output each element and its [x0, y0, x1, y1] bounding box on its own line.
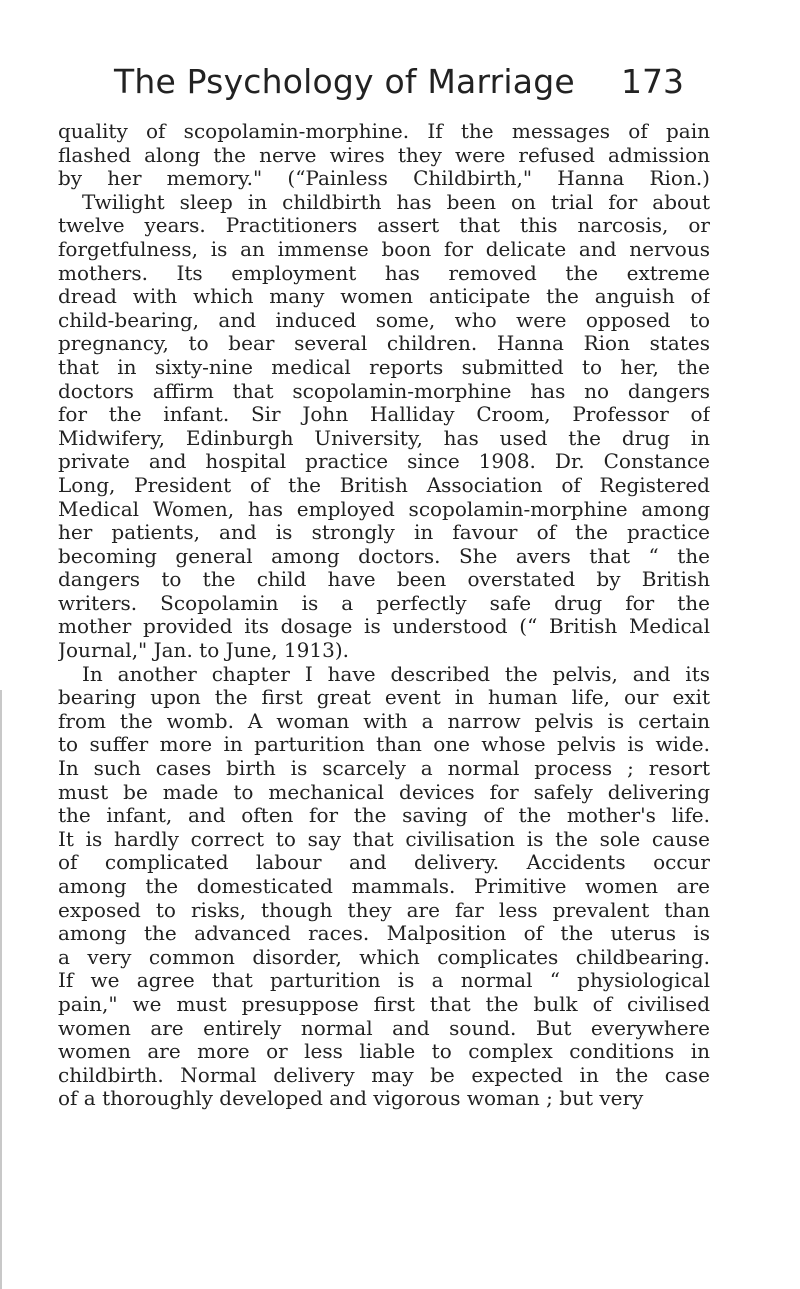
text-line: dangers to the child have been overstated by British [58, 568, 710, 592]
text-line: women are entirely normal and sound. But everywhere [58, 1016, 710, 1040]
text-line: becoming general among doctors. She avers that “ the [58, 544, 710, 568]
text-line: among the advanced races. Malposition of the uterus is [58, 922, 710, 946]
text-line: flashed along the nerve wires they were refused admission [58, 143, 710, 167]
text-line: pain," we must presuppose first that the bulk of civilised [58, 992, 710, 1016]
text-line: It is hardly correct to say that civilisation is the sole cause [58, 827, 710, 851]
text-line: a very common disorder, which complicates childbearing. [58, 945, 710, 969]
running-head [114, 62, 684, 101]
text-line: In such cases birth is scarcely a normal process ; resort [58, 757, 710, 781]
text-line: by her memory." (“Painless Childbirth," Hanna Rion.) [58, 167, 710, 191]
text-line: pregnancy, to bear several children. Hanna Rion states [58, 332, 710, 356]
text-line: of a thoroughly developed and vigorous woman ; but very [58, 1087, 644, 1111]
text-line: child-bearing, and induced some, who were opposed to [58, 308, 710, 332]
page-number: 173 [621, 62, 684, 101]
text-line: her patients, and is strongly in favour of the practice [58, 521, 710, 545]
text-line: of complicated labour and delivery. Accidents occur [58, 851, 710, 875]
text-line: among the domesticated mammals. Primitive women are [58, 875, 710, 898]
text-line: bearing upon the first great event in human life, our exit [58, 686, 710, 710]
text-line: to suffer more in parturition than one whose pelvis is wide. [58, 733, 710, 757]
scan-edge-shadow [0, 690, 2, 1289]
text-line: mothers. Its employment has removed the extreme [58, 261, 710, 285]
running-title: The Psychology of Marriage [114, 62, 575, 101]
text-line: quality of scopolamin-morphine. If the messages of pain [58, 120, 710, 143]
text-line: from the womb. A woman with a narrow pelvis is certain [58, 709, 710, 733]
text-line: Journal," Jan. to June, 1913). [58, 639, 349, 663]
text-line: Midwifery, Edinburgh University, has used the drug in [58, 426, 710, 450]
text-line: for the infant. Sir John Halliday Croom, Professor of [58, 403, 710, 427]
text-line: exposed to risks, though they are far less prevalent than [58, 898, 710, 922]
text-line: that in sixty-nine medical reports submitted to her, the [58, 355, 710, 379]
text-line: Medical Women, has employed scopolamin-morphine among [58, 497, 710, 521]
text-line: Twilight sleep in childbirth has been on trial for about [82, 190, 710, 214]
text-line: forgetfulness, is an immense boon for delicate and nervous [58, 237, 710, 261]
text-line: In another chapter I have described the pelvis, and its [82, 662, 710, 686]
text-line: mother provided its dosage is understood (“ British Medical [58, 615, 710, 639]
text-line: If we agree that parturition is a normal “ physiological [58, 969, 710, 993]
text-line: the infant, and often for the saving of the mother's life. [58, 804, 710, 828]
body-text [58, 120, 710, 1111]
text-line: private and hospital practice since 1908. Dr. Constance [58, 450, 710, 474]
text-line: doctors affirm that scopolamin-morphine has no dangers [58, 379, 710, 403]
text-line: childbirth. Normal delivery may be expected in the case [58, 1063, 710, 1087]
text-line: Long, President of the British Association of Registered [58, 473, 710, 497]
text-line: women are more or less liable to complex conditions in [58, 1040, 710, 1064]
text-line: twelve years. Practitioners assert that this narcosis, or [58, 214, 710, 238]
text-line: writers. Scopolamin is a perfectly safe drug for the [58, 591, 710, 615]
text-line: must be made to mechanical devices for safely delivering [58, 780, 710, 804]
text-line: dread with which many women anticipate the anguish of [58, 285, 710, 309]
